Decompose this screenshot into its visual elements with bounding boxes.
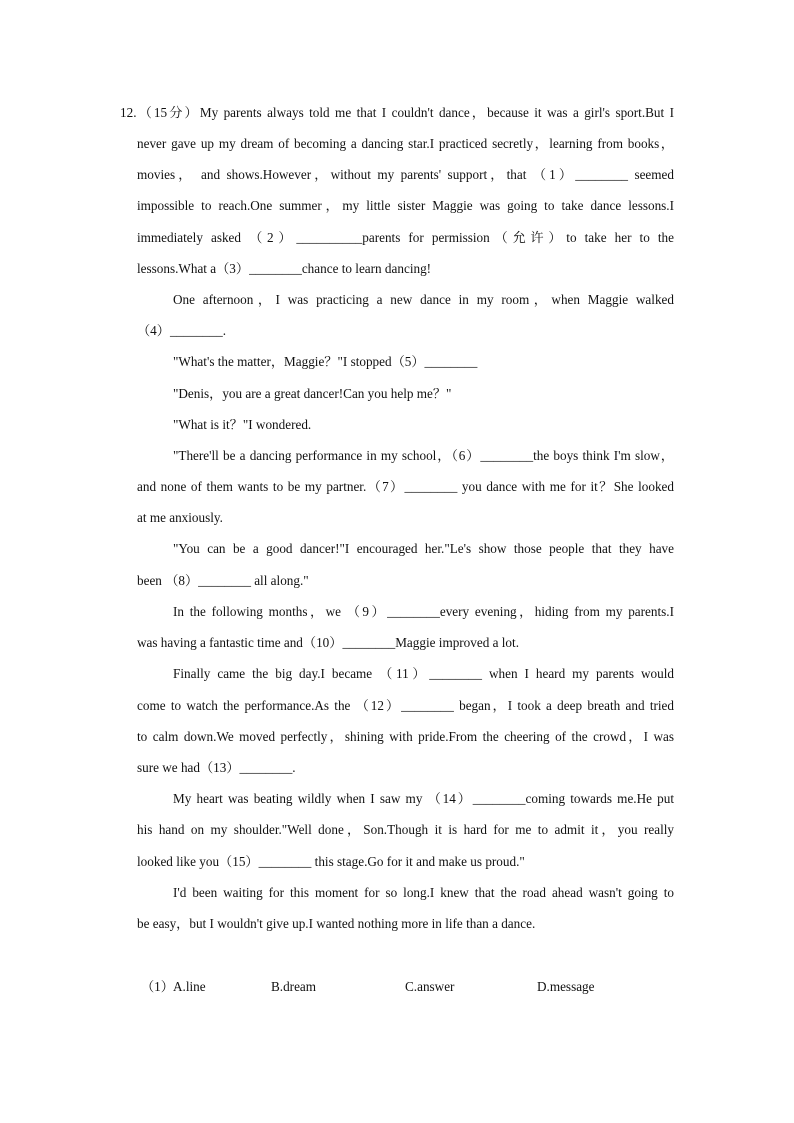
option-number: （1） <box>141 979 174 994</box>
question-line: come to watch the performance.As the （12）________ began，I took a deep breath and tried <box>137 698 674 713</box>
question-line: movies， and shows.However，without my parents' support，that （1）________ seemed <box>137 167 674 182</box>
question-line: "What is it？"I wondered. <box>173 417 312 432</box>
question-line: to calm down.We moved perfectly，shining with pride.From the cheering of the crowd，I was <box>137 729 674 744</box>
question-line: at me anxiously. <box>137 510 223 525</box>
question-line: sure we had（13）________. <box>137 760 296 775</box>
answer-options-1 <box>137 978 674 998</box>
question-line: and none of them wants to be my partner.（7）________ you dance with me for it？She looked <box>137 479 674 494</box>
option-a[interactable]: A.line <box>173 979 206 994</box>
question-line: I'd been waiting for this moment for so long.I knew that the road ahead wasn't going to <box>173 885 674 900</box>
question-line: Finally came the big day.I became （11）________ when I heard my parents would <box>173 666 674 681</box>
question-line: "Denis，you are a great dancer!Can you help me？" <box>173 386 452 401</box>
question-line: was having a fantastic time and（10）________Maggie improved a lot. <box>137 635 519 650</box>
question-line: impossible to reach.One summer，my little sister Maggie was going to take dance lessons.I <box>137 198 674 213</box>
question-line: "You can be a good dancer!"I encouraged her."Le's show those people that they have <box>173 541 674 556</box>
question-line: 12.（15分）My parents always told me that I couldn't dance，because it was a girl's sport.But I <box>120 105 674 120</box>
question-line: （4）________. <box>137 323 227 338</box>
option-c[interactable]: C.answer <box>405 979 455 994</box>
question-line: lessons.What a（3）________chance to learn dancing! <box>137 261 432 276</box>
question-line: never gave up my dream of becoming a dancing star.I practiced secretly，learning from books， <box>137 136 674 151</box>
question-line: "What's the matter，Maggie？"I stopped（5）________ <box>173 354 478 369</box>
question-line: looked like you（15）________ this stage.Go for it and make us proud." <box>137 854 525 869</box>
question-line: his hand on my shoulder."Well done，Son.Though it is hard for me to admit it，you really <box>137 822 674 837</box>
question-line: My heart was beating wildly when I saw my （14）________coming towards me.He put <box>173 791 674 806</box>
option-d[interactable]: D.message <box>537 979 595 994</box>
question-line: In the following months，we （9）________every evening，hiding from my parents.I <box>173 604 674 619</box>
question-line: been （8）________ all along." <box>137 573 309 588</box>
question-line: be easy，but I wouldn't give up.I wanted nothing more in life than a dance. <box>137 916 536 931</box>
option-b[interactable]: B.dream <box>271 979 317 994</box>
question-line: "There'll be a dancing performance in my school，（6）________the boys think I'm slow， <box>173 448 674 463</box>
question-line: One afternoon，I was practicing a new dance in my room，when Maggie walked <box>173 292 674 307</box>
question-line: immediately asked （2）__________parents for permission（允许）to take her to the <box>137 230 674 245</box>
